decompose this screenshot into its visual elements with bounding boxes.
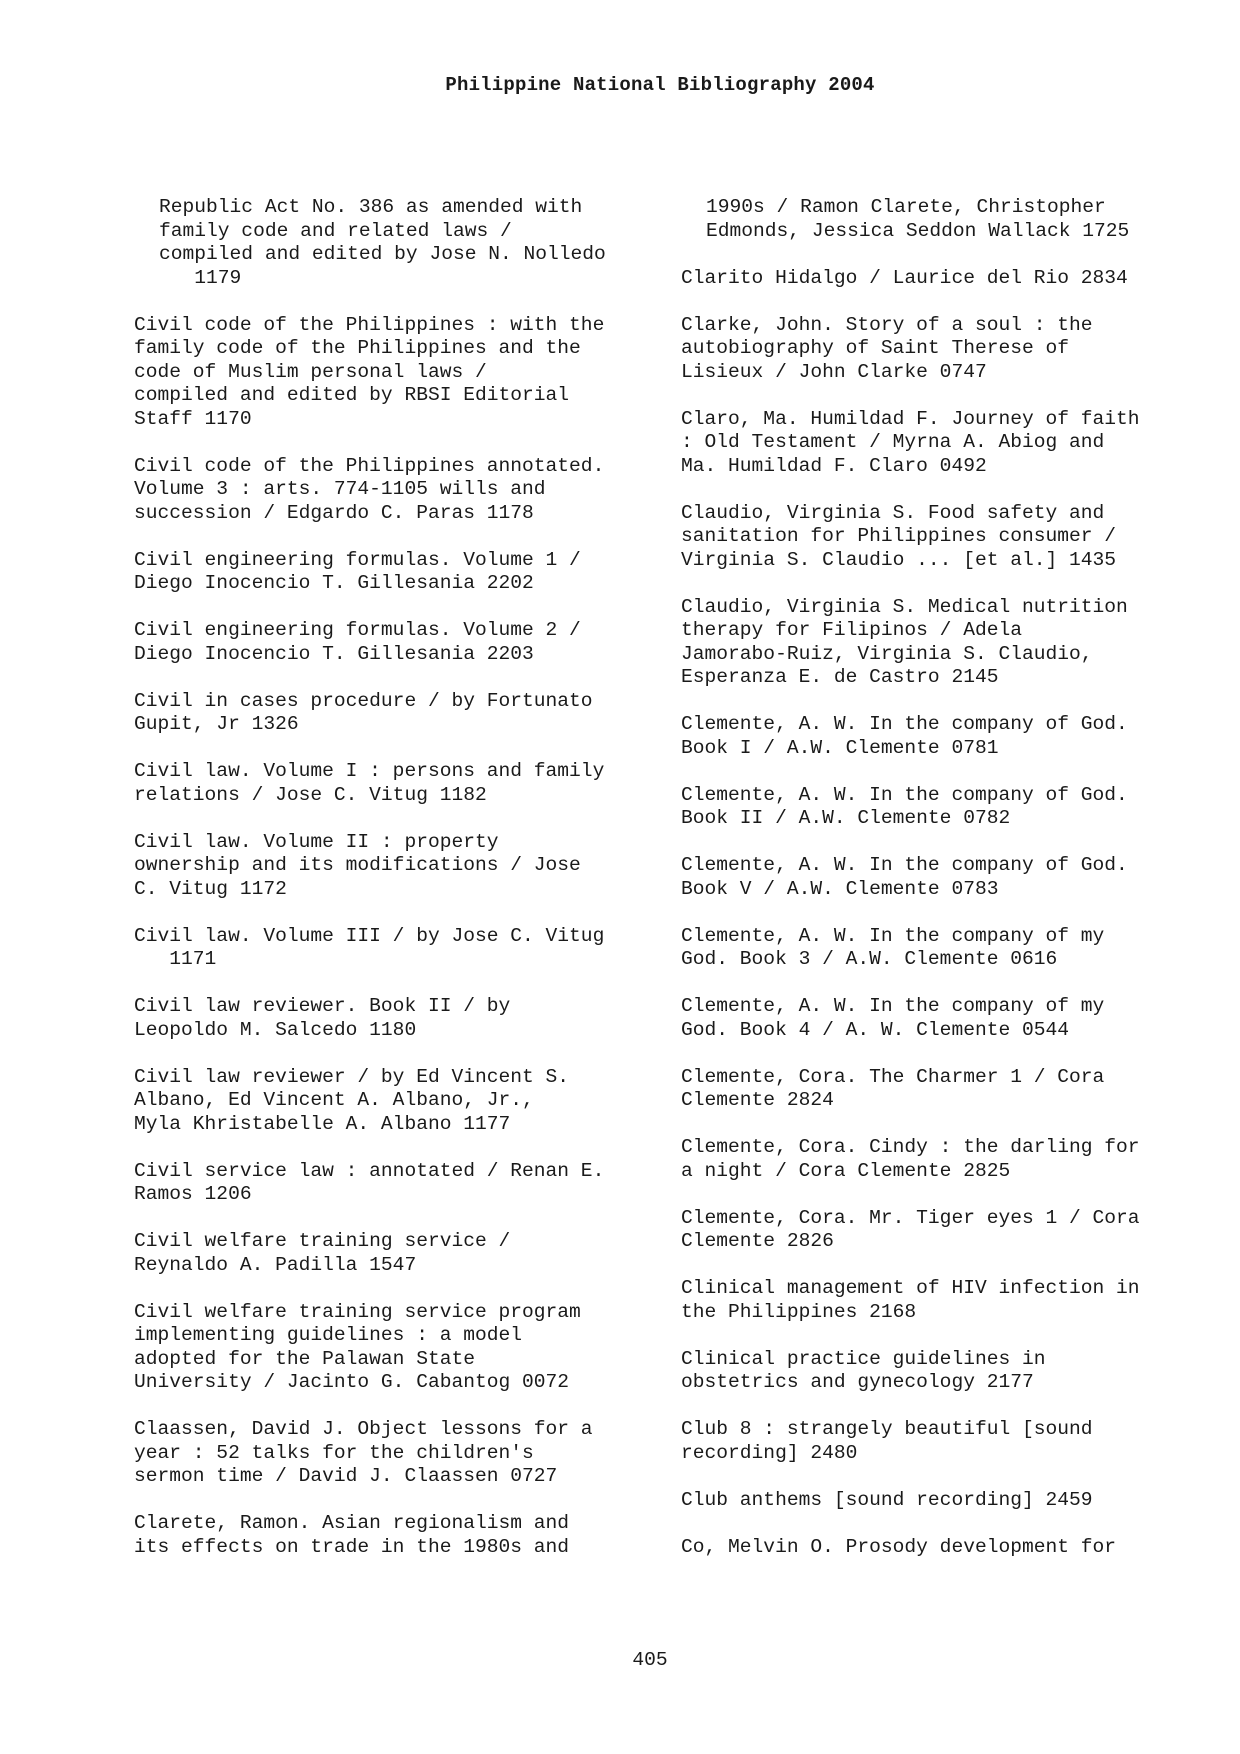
entry-line: Civil law. Volume I : persons and family bbox=[134, 760, 605, 782]
entry-line: 1179 bbox=[159, 266, 242, 289]
entry-line: 1171 bbox=[134, 948, 217, 970]
entry-line: Clinical management of HIV infection in bbox=[681, 1277, 1140, 1299]
entry-line: compiled and edited by Jose N. Nolledo bbox=[159, 243, 606, 265]
page-title: Philippine National Bibliography 2004 bbox=[445, 74, 875, 96]
bibliography-entry bbox=[681, 408, 1201, 479]
entry-line: Civil law. Volume III / by Jose C. Vitug bbox=[134, 924, 605, 947]
entry-line: obstetrics and gynecology 2177 bbox=[681, 1371, 1034, 1393]
bibliography-entry bbox=[681, 1277, 1201, 1324]
entry-line: Club anthems [sound recording] 2459 bbox=[681, 1488, 1093, 1511]
entry-line: Civil code of the Philippines : with the bbox=[134, 313, 605, 336]
entry-line: Clarito Hidalgo / Laurice del Rio 2834 bbox=[681, 266, 1128, 289]
bibliography-entry bbox=[134, 690, 654, 737]
bibliography-entry bbox=[681, 854, 1201, 901]
bibliography-entry bbox=[134, 619, 654, 666]
entry-line: Clarete, Ramon. Asian regionalism and bbox=[134, 1512, 570, 1534]
entry-line: Civil welfare training service / bbox=[134, 1230, 511, 1252]
entry-line: autobiography of Saint Therese of bbox=[681, 337, 1070, 359]
entry-line: 1990s / Ramon Clarete, Christopher bbox=[706, 196, 1106, 218]
bibliography-entry bbox=[134, 760, 654, 807]
bibliography-entry bbox=[681, 196, 1201, 243]
entry-line: God. Book 4 / A. W. Clemente 0544 bbox=[681, 1018, 1070, 1041]
entry-line: Ma. Humildad F. Claro 0492 bbox=[681, 454, 987, 477]
bibliography-entry bbox=[681, 596, 1201, 690]
bibliography-entry bbox=[134, 455, 654, 526]
bibliography-entry bbox=[681, 1418, 1201, 1465]
entry-line: Club 8 : strangely beautiful [sound bbox=[681, 1418, 1093, 1440]
entry-line: the Philippines 2168 bbox=[681, 1300, 917, 1323]
entry-line: Volume 3 : arts. 774-1105 wills and bbox=[134, 478, 546, 500]
entry-line: Leopoldo M. Salcedo 1180 bbox=[134, 1018, 417, 1041]
entry-line: Clarke, John. Story of a soul : the bbox=[681, 313, 1093, 336]
entry-line: year : 52 talks for the children's bbox=[134, 1441, 534, 1464]
bibliography-entry bbox=[134, 1160, 654, 1207]
entry-line: Clemente, A. W. In the company of God. bbox=[681, 854, 1128, 876]
entry-line: Civil law reviewer / by Ed Vincent S. bbox=[134, 1065, 570, 1088]
bibliography-entry bbox=[134, 831, 654, 902]
bibliography-entry bbox=[134, 1301, 654, 1395]
bibliography-entry bbox=[134, 1512, 654, 1559]
entry-line: Lisieux / John Clarke 0747 bbox=[681, 360, 987, 383]
entry-line: Clemente, A. W. In the company of my bbox=[681, 995, 1105, 1017]
entry-line: Diego Inocencio T. Gillesania 2202 bbox=[134, 572, 534, 594]
bibliography-entry bbox=[681, 784, 1201, 831]
entry-line: Clemente, Cora. Mr. Tiger eyes 1 / Cora bbox=[681, 1206, 1140, 1229]
bibliography-entry bbox=[134, 925, 654, 972]
bibliography-entry bbox=[681, 502, 1201, 573]
entry-line: Book I / A.W. Clemente 0781 bbox=[681, 736, 999, 759]
entry-line: Edmonds, Jessica Seddon Wallack 1725 bbox=[706, 219, 1130, 242]
entry-line: sanitation for Philippines consumer / bbox=[681, 525, 1117, 547]
bibliography-entry bbox=[681, 1066, 1201, 1113]
bibliography-entry bbox=[681, 1136, 1201, 1183]
entry-line: succession / Edgardo C. Paras 1178 bbox=[134, 501, 534, 524]
entry-line: Civil welfare training service program bbox=[134, 1300, 581, 1323]
entry-line: relations / Jose C. Vitug 1182 bbox=[134, 783, 487, 806]
bibliography-entry bbox=[134, 1418, 654, 1489]
entry-line: Clemente, Cora. The Charmer 1 / Cora bbox=[681, 1065, 1105, 1088]
entry-line: Staff 1170 bbox=[134, 407, 252, 430]
entry-line: Esperanza E. de Castro 2145 bbox=[681, 666, 999, 688]
entry-line: Jamorabo-Ruiz, Virginia S. Claudio, bbox=[681, 642, 1093, 665]
entry-line: Republic Act No. 386 as amended with bbox=[159, 196, 583, 218]
entry-line: Civil engineering formulas. Volume 1 / bbox=[134, 548, 581, 571]
entry-line: Civil code of the Philippines annotated. bbox=[134, 454, 605, 477]
entry-line: family code of the Philippines and the bbox=[134, 337, 581, 359]
entry-line: God. Book 3 / A.W. Clemente 0616 bbox=[681, 948, 1058, 970]
entry-line: Clemente, A. W. In the company of my bbox=[681, 924, 1105, 947]
bibliography-entry bbox=[134, 196, 654, 290]
entry-line: code of Muslim personal laws / bbox=[134, 360, 487, 383]
entry-line: Clemente, A. W. In the company of God. bbox=[681, 783, 1128, 806]
bibliography-entry bbox=[134, 1230, 654, 1277]
entry-line: sermon time / David J. Claassen 0727 bbox=[134, 1465, 558, 1487]
entry-line: Reynaldo A. Padilla 1547 bbox=[134, 1253, 417, 1276]
bibliography-entry bbox=[681, 713, 1201, 760]
entry-line: Book II / A.W. Clemente 0782 bbox=[681, 807, 1011, 829]
entry-line: Civil service law : annotated / Renan E. bbox=[134, 1159, 605, 1182]
entry-line: C. Vitug 1172 bbox=[134, 877, 287, 900]
entry-line: Clemente, Cora. Cindy : the darling for bbox=[681, 1136, 1140, 1158]
bibliography-entry bbox=[134, 995, 654, 1042]
entry-line: therapy for Filipinos / Adela bbox=[681, 619, 1022, 641]
entry-line: Claassen, David J. Object lessons for a bbox=[134, 1418, 593, 1440]
entry-line: Book V / A.W. Clemente 0783 bbox=[681, 877, 999, 900]
entry-line: Albano, Ed Vincent A. Albano, Jr., bbox=[134, 1089, 534, 1111]
bibliography-entry bbox=[681, 925, 1201, 972]
right-column bbox=[681, 196, 1201, 1583]
entry-line: Civil law. Volume II : property bbox=[134, 830, 499, 853]
bibliography-entry bbox=[681, 314, 1201, 385]
entry-line: Clinical practice guidelines in bbox=[681, 1347, 1046, 1370]
bibliography-entry bbox=[681, 1536, 1201, 1560]
bibliography-entry bbox=[681, 1348, 1201, 1395]
entry-line: Civil law reviewer. Book II / by bbox=[134, 995, 511, 1017]
entry-line: a night / Cora Clemente 2825 bbox=[681, 1159, 1011, 1182]
left-column bbox=[134, 196, 654, 1583]
entry-line: Civil in cases procedure / by Fortunato bbox=[134, 689, 593, 712]
bibliography-entry bbox=[681, 995, 1201, 1042]
bibliography-entry bbox=[681, 1489, 1201, 1513]
bibliography-entry bbox=[134, 314, 654, 432]
entry-line: University / Jacinto G. Cabantog 0072 bbox=[134, 1371, 570, 1393]
entry-line: Co, Melvin O. Prosody development for bbox=[681, 1535, 1117, 1558]
entry-line: Claudio, Virginia S. Medical nutrition bbox=[681, 595, 1128, 618]
entry-line: family code and related laws / bbox=[159, 219, 512, 242]
entry-line: adopted for the Palawan State bbox=[134, 1347, 475, 1370]
entry-line: Claro, Ma. Humildad F. Journey of faith bbox=[681, 407, 1140, 430]
bibliography-entry bbox=[134, 1066, 654, 1137]
entry-line: its effects on trade in the 1980s and bbox=[134, 1535, 570, 1558]
entry-line: Diego Inocencio T. Gillesania 2203 bbox=[134, 642, 534, 665]
entry-line: Gupit, Jr 1326 bbox=[134, 713, 299, 735]
entry-line: Ramos 1206 bbox=[134, 1183, 252, 1205]
entry-line: Civil engineering formulas. Volume 2 / bbox=[134, 619, 581, 641]
entry-line: Clemente 2826 bbox=[681, 1230, 834, 1252]
entry-line: compiled and edited by RBSI Editorial bbox=[134, 384, 570, 406]
entry-line: Virginia S. Claudio ... [et al.] 1435 bbox=[681, 548, 1117, 571]
entry-line: Clemente, A. W. In the company of God. bbox=[681, 713, 1128, 735]
bibliography-entry bbox=[681, 267, 1201, 291]
page-number: 405 bbox=[632, 1649, 668, 1671]
entry-line: Claudio, Virginia S. Food safety and bbox=[681, 501, 1105, 524]
entry-line: Myla Khristabelle A. Albano 1177 bbox=[134, 1112, 511, 1135]
entry-line: implementing guidelines : a model bbox=[134, 1324, 523, 1346]
entry-line: ownership and its modifications / Jose bbox=[134, 854, 581, 876]
entry-line: recording] 2480 bbox=[681, 1441, 858, 1464]
entry-line: : Old Testament / Myrna A. Abiog and bbox=[681, 431, 1105, 453]
bibliography-entry bbox=[134, 549, 654, 596]
entry-line: Clemente 2824 bbox=[681, 1089, 834, 1111]
bibliography-entry bbox=[681, 1207, 1201, 1254]
